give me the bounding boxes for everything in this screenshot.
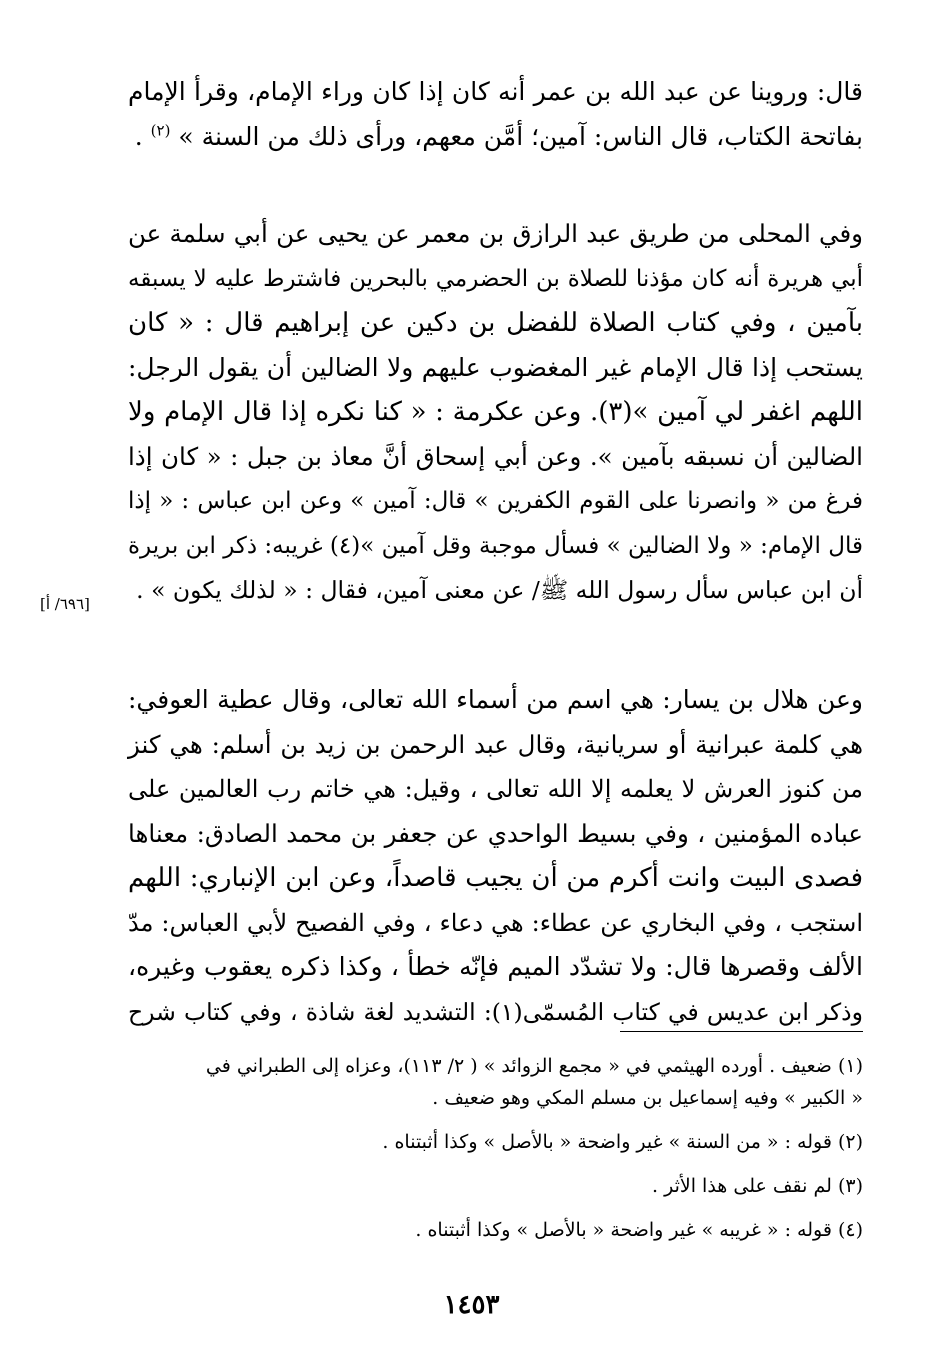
text-line: قال: وروينا عن عبد الله بن عمر أنه كان إذا كان وراء الإمام، وقرأ الإمام [128,77,863,106]
text-line: وفي المحلى من طريق عبد الرازق بن معمر عن يحيى عن أبي سلمة عن [128,219,863,248]
text-line: الألف وقصرها قال: ولا تشدّد الميم فإنّه خطأ ، وكذا ذكره يعقوب وغيره، [128,952,863,981]
footnote-line: (٣) لم نقف على هذا الأثر . [652,1175,863,1197]
page-number: ١٤٥٣ [443,1290,500,1320]
footnote-1 [128,1050,863,1114]
footnote-separator [620,1031,863,1032]
footnote-4 [128,1214,863,1246]
text-line: اللهم اغفر لي آمين »(٣). وعن عكرمة : « كنا نكره إذا قال الإمام ولا [128,397,863,427]
text-line: هي كلمة عبرانية أو سريانية، وقال عبد الرحمن بن زيد بن أسلم: هي كنز [128,729,863,759]
footnote-marker: (٢) [150,121,171,140]
footnote-line: (١) ضعيف . أورده الهيثمي في « مجمع الزوائد » ( ٢/ ١١٣)، وعزاه إلى الطبراني في [205,1055,863,1077]
footnote-3 [128,1170,863,1202]
text-line: فصدى البيت وانت أكرم من أن يجيب قاصداً، وعن ابن الإنباري: اللهم [128,863,863,893]
text-line: استجب ، وفي البخاري عن عطاء: هي دعاء ، وفي الفصيح لأبي العباس: مدّ [128,908,863,937]
paragraph-2 [128,212,863,613]
footnote-line: (٤) قوله : « غريبه » غير واضحة « بالأصل » وكذا أثبتناه . [415,1219,863,1241]
text-line-tail: . [134,121,151,151]
text-line: وعن هلال بن يسار: هي اسم من أسماء الله تعالى، وقال عطية العوفي: [128,685,863,714]
text-line: عباده المؤمنين ، وفي بسيط الواحدي عن جعفر بن محمد الصادق: معناها [128,818,863,848]
text-line: أبي هريرة أنه كان مؤذنا للصلاة بن الحضرمي بالبحرين فاشترط عليه لا يسبقه [128,265,863,292]
text-line-content: بفاتحة الكتاب، قال الناس: آمين؛ أمَّن معهم، ورأى ذلك من السنة » [178,121,863,151]
text-line: من كنوز العرش لا يعلمه إلا الله تعالى ، وقيل: هي خاتم رب العالمين على [128,775,863,803]
footnote-line: (٢) قوله : « من السنة » غير واضحة « بالأصل » وكذا أثبتناه . [382,1131,863,1153]
text-line [128,115,863,160]
manuscript-folio-reference: [٦٩٦/ أ] [40,595,90,613]
text-line: يستحب إذا قال الإمام غير المغضوب عليهم ولا الضالين أن يقول الرجل: [128,352,863,382]
paragraph-3 [128,678,863,1034]
footnotes [128,1050,863,1258]
text-line: بآمين ، وفي كتاب الصلاة للفضل بن دكين عن إبراهيم قال : « كان [128,308,863,338]
text-line: قال الإمام: « ولا الضالين » فسأل موجبة وقل آمين »(٤) غريبه: ذكر ابن بريرة [128,532,863,559]
text-line: فرغ من « وانصرنا على القوم الكفرين » قال: آمين » وعن ابن عباس : « إذا [128,488,863,514]
footnote-line: « الكبير » وفيه إسماعيل بن مسلم المكي وهو ضعيف . [432,1087,863,1109]
text-line: أن ابن عباس سأل رسول الله ﷺ/ عن معنى آمين، فقال : « لذلك يكون » . [136,576,863,604]
text-line: وذكر ابن عديس في كتاب المُسمّى(١): التشديد لغة شاذة ، وفي كتاب شرح [128,997,863,1026]
footnote-2 [128,1126,863,1158]
text-line: الضالين أن نسبقه بآمين ». وعن أبي إسحاق أنَّ معاذ بن جبل : « كان إذا [128,441,863,471]
paragraph-1 [128,70,863,159]
